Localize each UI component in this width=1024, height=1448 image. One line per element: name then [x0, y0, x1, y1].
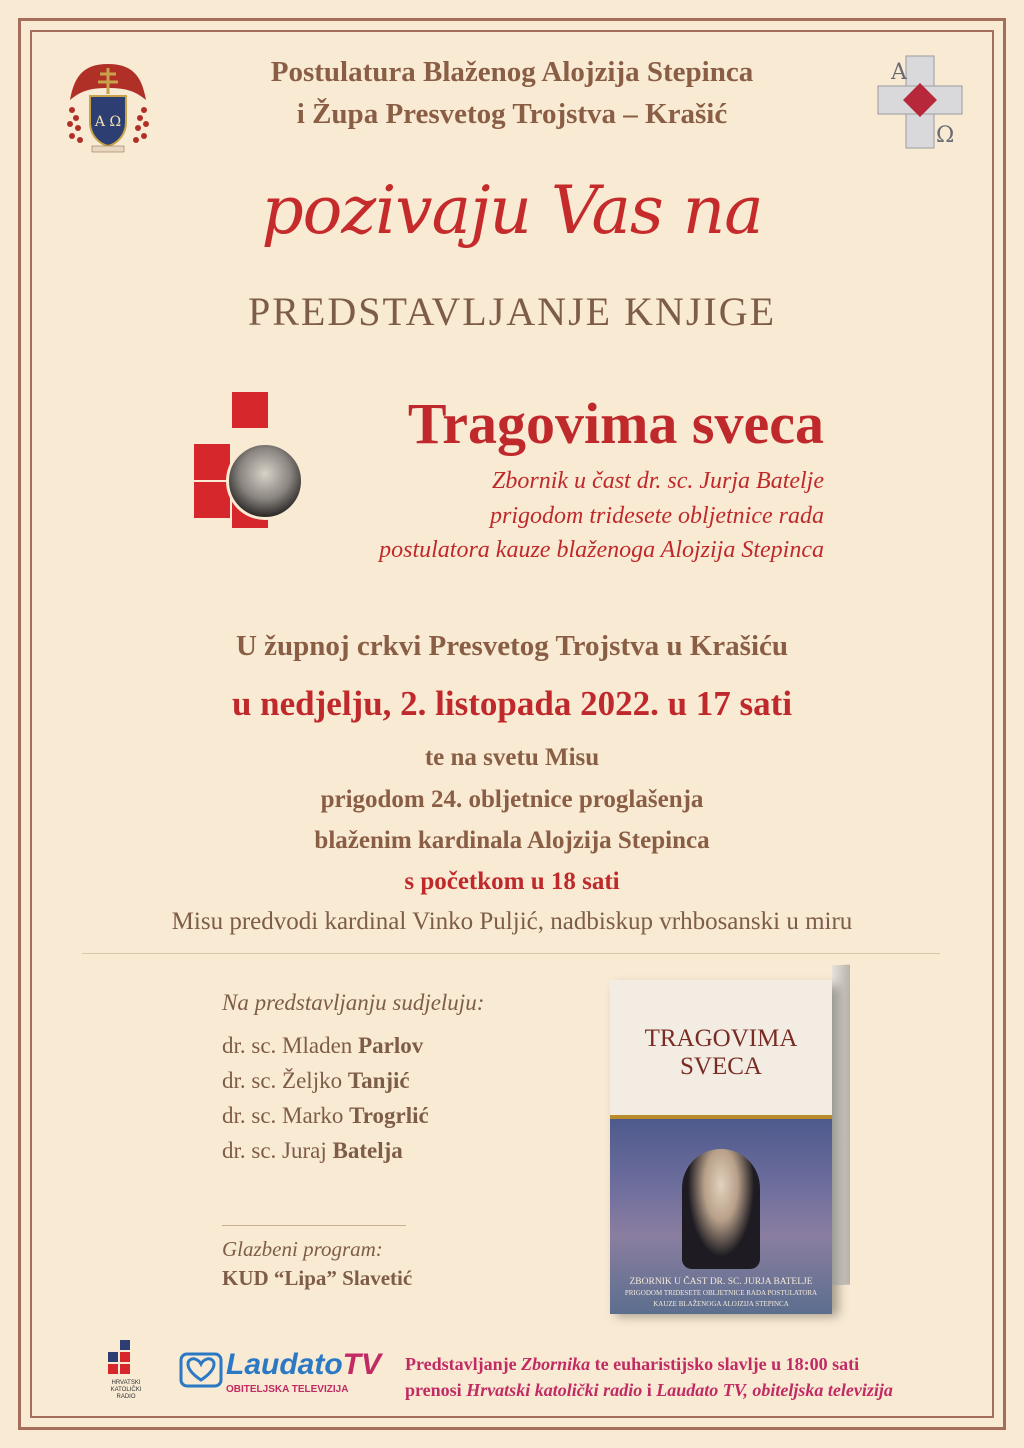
book-subtitle-1: Zbornik u čast dr. sc. Jurja Batelje — [492, 468, 824, 494]
presentation-heading: PREDSTAVLJANJE KNJIGE — [247, 289, 777, 334]
participant: dr. sc. Marko Trogrlić — [222, 1103, 429, 1128]
participant: dr. sc. Juraj Batelja — [222, 1138, 403, 1163]
book-cover-art — [610, 1115, 832, 1314]
hkr-logo — [104, 1340, 164, 1410]
section-divider — [82, 953, 940, 954]
music-divider — [222, 1225, 406, 1226]
organizer-line-1: Postulatura Blaženog Alojzija Stepinca — [270, 56, 754, 88]
participants-heading: Na predstavljanju sudjeluju: — [222, 990, 485, 1015]
music-performer: KUD “Lipa” Slavetić — [222, 1266, 413, 1290]
invitation-text: pozivaju Vas na — [261, 172, 763, 249]
music-heading: Glazbeni program: — [222, 1237, 383, 1261]
portrait-photo — [226, 442, 304, 520]
book-cover-title: TRAGOVIMA SVECA — [644, 1025, 798, 1080]
coat-alpha-omega: A Ω — [94, 114, 122, 130]
laudato-heart-icon — [178, 1348, 224, 1392]
laudato-logo: LaudatoTV — [226, 1348, 382, 1381]
participant: dr. sc. Mladen Parlov — [222, 1033, 424, 1058]
book-cover-line-2: PRIGODOM TRIDESETE OBLJETNICE RADA POSTULATORA — [624, 1289, 818, 1297]
hkr-logo-text: HRVATSKI KATOLIČKI RADIO — [110, 1380, 142, 1400]
svg-text:A: A — [891, 60, 907, 85]
mass-leader: Misu predvodi kardinal Vinko Puljić, nadbiskup vrhbosanski u miru — [171, 908, 853, 935]
organizer-line-2: i Župa Presvetog Trojstva – Krašić — [296, 98, 728, 130]
footer-line-1: Predstavljanje Zbornika te euharistijsko slavlje u 18:00 sati — [405, 1354, 860, 1374]
book-cover-line-1: ZBORNIK U ČAST DR. SC. JURJA BATELJE — [629, 1277, 813, 1287]
book-cover-line-3: KAUZE BLAŽENOGA ALOJZIJA STEPINCA — [653, 1300, 789, 1308]
checker-cross-logo — [194, 392, 300, 532]
svg-text:Ω: Ω — [936, 123, 955, 148]
book-cover-image — [610, 965, 834, 1315]
participant: dr. sc. Željko Tanjić — [222, 1068, 410, 1093]
footer-line-2: prenosi Hrvatski katolički radio i Laudato TV, obiteljska televizija — [405, 1380, 893, 1400]
mass-time: s početkom u 18 sati — [404, 868, 620, 895]
book-title: Tragovima sveca — [407, 391, 824, 456]
book-subtitle-2: prigodom tridesete obljetnice rada — [490, 503, 824, 529]
laudato-subtitle: OBITELJSKA TELEVIZIJA — [226, 1384, 349, 1395]
event-date: u nedjelju, 2. listopada 2022. u 17 sati — [231, 684, 793, 723]
book-spine — [832, 965, 850, 1286]
mass-line-3: blaženim kardinala Alojzija Stepinca — [314, 827, 710, 854]
book-cover — [610, 980, 832, 1310]
event-location: U župnoj crkvi Presvetog Trojstva u Krašiću — [235, 630, 789, 662]
book-subtitle-3: postulatora kauze blaženoga Alojzija Stepinca — [379, 537, 824, 563]
mass-line-2: prigodom 24. obljetnice proglašenja — [320, 786, 704, 813]
mass-line-1: te na svetu Misu — [424, 744, 600, 771]
